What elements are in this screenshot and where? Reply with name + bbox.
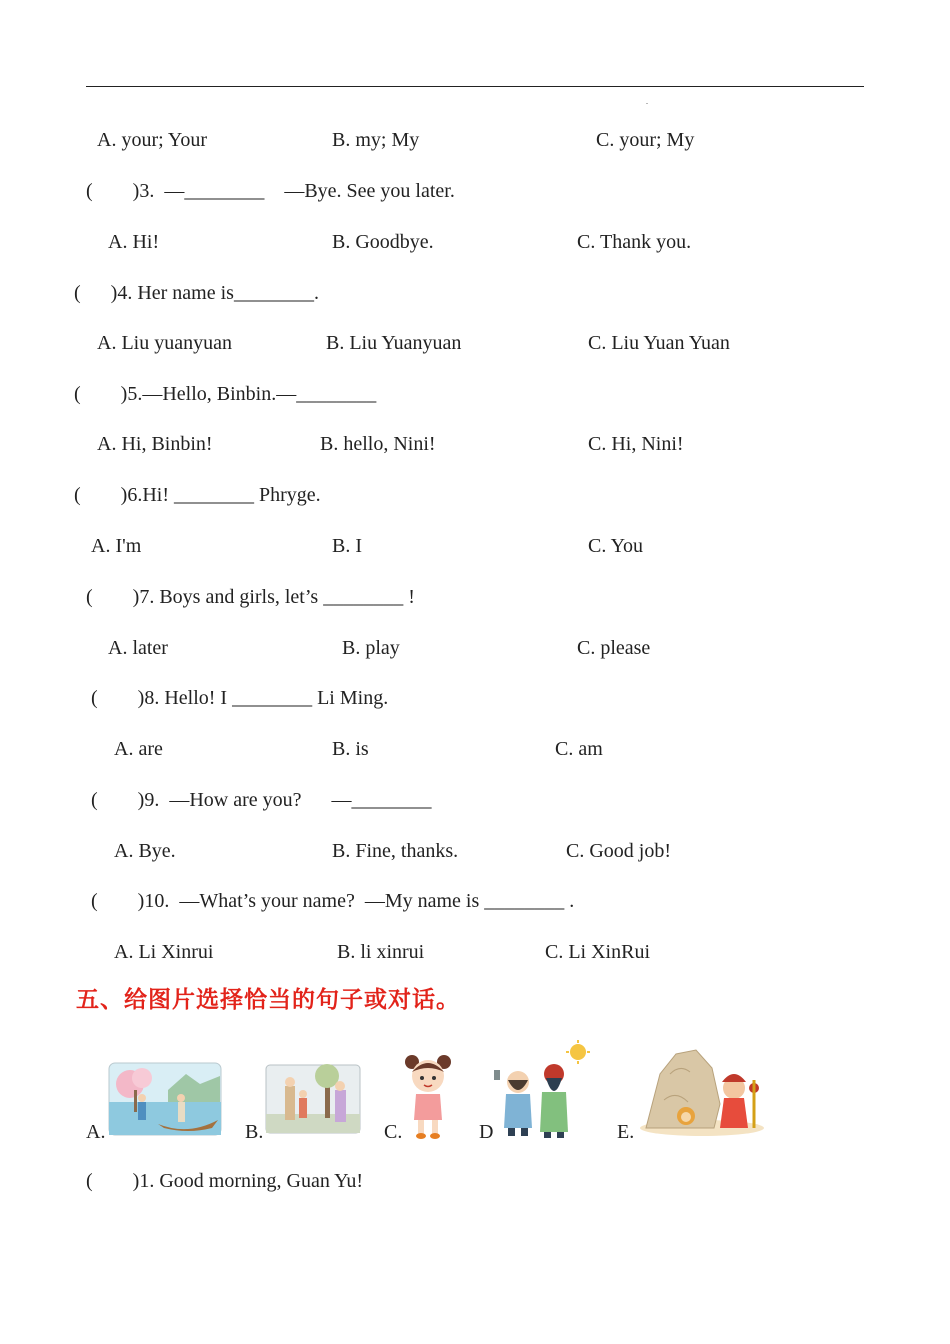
q4-option-a: A. Liu yuanyuan — [97, 332, 232, 354]
q9-stem: ( )9. —How are you? —________ — [91, 789, 432, 811]
q8-option-a: A. are — [114, 738, 163, 760]
q4-option-b: B. Liu Yuanyuan — [326, 332, 462, 354]
cartoon-girl-picture — [404, 1050, 452, 1140]
q10-option-a: A. Li Xinrui — [114, 941, 214, 963]
section5-q1-stem: ( )1. Good morning, Guan Yu! — [86, 1170, 364, 1192]
q6-stem: ( )6.Hi! ________ Phryge. — [74, 484, 321, 506]
section-5-heading: 五、给图片选择恰当的句子或对话。 — [76, 987, 460, 1013]
picture-d-label: D — [479, 1121, 494, 1143]
mountain-monkey-king-picture — [640, 1044, 764, 1136]
q7-option-a: A. later — [108, 637, 168, 659]
q7-option-b: B. play — [342, 637, 400, 659]
q5-option-c: C. Hi, Nini! — [588, 433, 684, 455]
q4-stem: ( )4. Her name is________. — [74, 282, 319, 304]
header-rule — [86, 86, 864, 87]
q2-option-a: A. your; Your — [97, 129, 208, 151]
two-ancient-figures-picture — [492, 1040, 594, 1140]
picture-c-label: C. — [384, 1121, 403, 1143]
q4-option-c: C. Liu Yuan Yuan — [588, 332, 730, 354]
header-dot: . — [646, 97, 648, 106]
q3-option-c: C. Thank you. — [577, 231, 692, 253]
q9-option-a: A. Bye. — [114, 840, 176, 862]
q5-option-a: A. Hi, Binbin! — [97, 433, 213, 455]
lake-boat-scene-picture — [108, 1062, 222, 1136]
q8-option-c: C. am — [555, 738, 603, 760]
q5-option-b: B. hello, Nini! — [320, 433, 436, 455]
picture-e-label: E. — [617, 1121, 635, 1143]
q2-option-b: B. my; My — [332, 129, 420, 151]
q7-option-c: C. please — [577, 637, 651, 659]
q8-option-b: B. is — [332, 738, 369, 760]
q3-option-a: A. Hi! — [108, 231, 160, 253]
picture-b-label: B. — [245, 1121, 264, 1143]
q10-option-c: C. Li XinRui — [545, 941, 651, 963]
q6-option-c: C. You — [588, 535, 644, 557]
q9-option-b: B. Fine, thanks. — [332, 840, 459, 862]
q6-option-b: B. I — [332, 535, 362, 557]
q10-stem: ( )10. —What’s your name? —My name is ________ . — [91, 890, 575, 912]
picture-a-label: A. — [86, 1121, 106, 1143]
q3-option-b: B. Goodbye. — [332, 231, 434, 253]
q2-option-c: C. your; My — [596, 129, 695, 151]
q5-stem: ( )5.—Hello, Binbin.—________ — [74, 383, 377, 405]
q8-stem: ( )8. Hello! I ________ Li Ming. — [91, 687, 389, 709]
q10-option-b: B. li xinrui — [337, 941, 425, 963]
q7-stem: ( )7. Boys and girls, let’s ________ ! — [86, 586, 415, 608]
q6-option-a: A. I'm — [91, 535, 142, 557]
q9-option-c: C. Good job! — [566, 840, 671, 862]
q3-stem: ( )3. —________ —Bye. See you later. — [86, 180, 455, 202]
ancient-people-tree-picture — [265, 1064, 361, 1134]
